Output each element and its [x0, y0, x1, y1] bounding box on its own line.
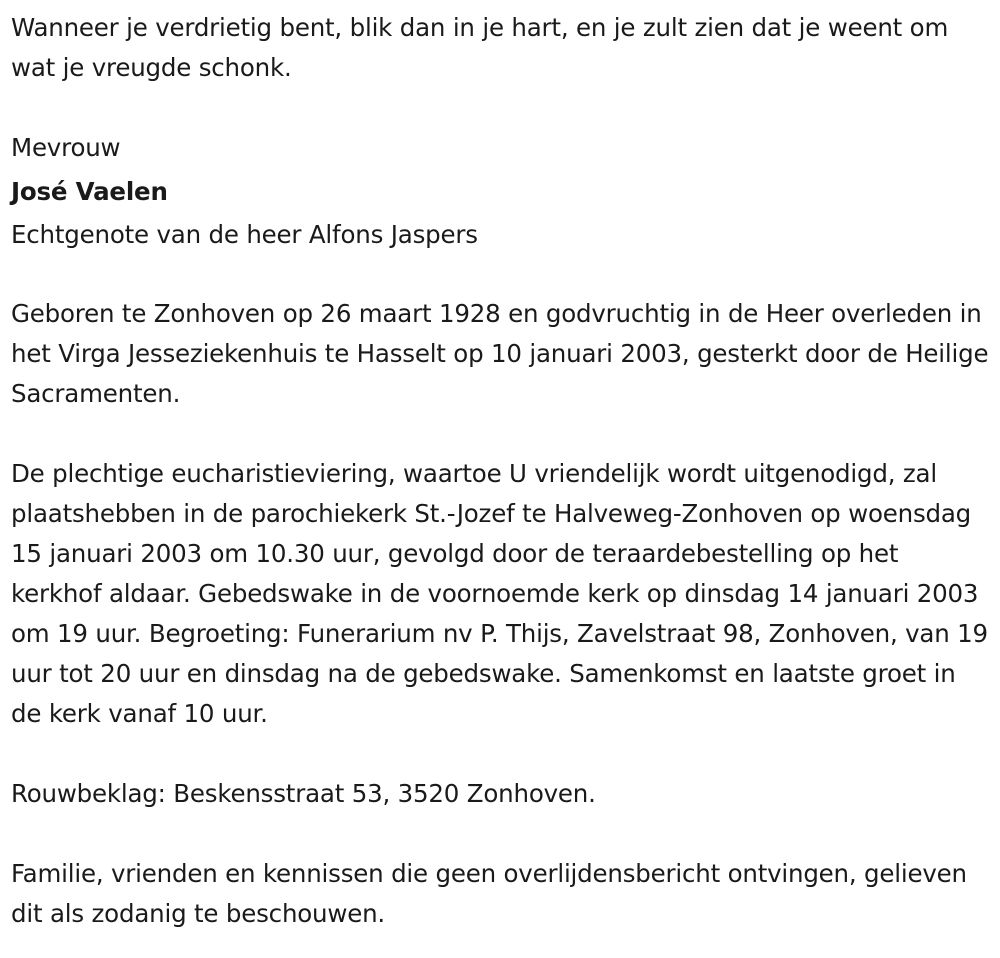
ceremony-paragraph: De plechtige eucharistieviering, waartoe U vriendelijk wordt uitgenodigd, zal plaatshebben in de parochiekerk St.-Jozef te Halveweg-Zonhoven op woensdag 15 januari 2003 om 10.30 uur, gevolgd door de teraardebestelling op het kerkhof aldaar. Gebedswake in de voornoemde kerk op dinsdag 14 januari 2003 om 19 uur. Begroeting: Funerarium nv P. Thijs, Zavelstraat 98, Zonhoven, van 19 uur tot 20 uur en dinsdag na de gebedswake. Samenkomst en laatste groet in de kerk vanaf 10 uur. [11, 459, 988, 728]
birth-death-paragraph: Geboren te Zonhoven op 26 maart 1928 en godvruchtig in de Heer overleden in het Virga Jesseziekenhuis te Hasselt op 10 januari 2003, gesterkt door de Heilige Sacramenten. [11, 299, 989, 408]
relation-line: Echtgenote van de heer Alfons Jaspers [11, 220, 478, 249]
spacer [11, 254, 990, 294]
salutation: Mevrouw [11, 133, 121, 162]
opening-quote: Wanneer je verdrietig bent, blik dan in je hart, en je zult zien dat je weent om wat je vreugde schonk. [11, 13, 949, 82]
spacer [11, 734, 990, 774]
deceased-name: José Vaelen [11, 177, 168, 206]
closing-paragraph: Familie, vrienden en kennissen die geen overlijdensbericht ontvingen, gelieven dit als zodanig te beschouwen. [11, 859, 967, 928]
condolence-address: Rouwbeklag: Beskensstraat 53, 3520 Zonhoven. [11, 779, 596, 808]
spacer [11, 814, 990, 854]
spacer [11, 88, 990, 128]
spacer [11, 414, 990, 454]
